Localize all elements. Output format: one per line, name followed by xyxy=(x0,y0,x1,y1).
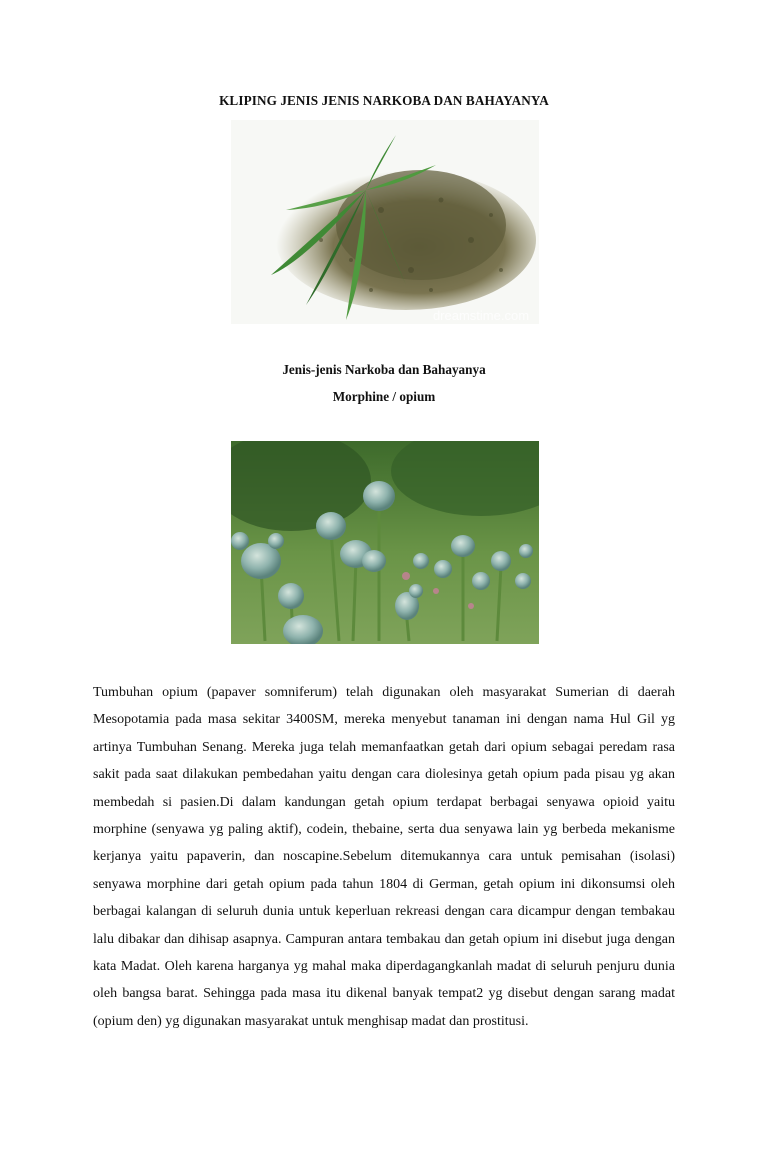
body-paragraph-text: Tumbuhan opium (papaver somniferum) telah digunakan oleh masyarakat Sumerian di daerah Mesopotamia pada masa sekitar 3400SM, mereka menyebut tanaman ini dengan nama Hul Gil yg artinya Tumbuhan Senang. Mereka juga telah memanfaatkan getah dari opium sebagai peredam rasa sakit pada saat dilakukan pembedahan yaitu dengan cara diolesinya getah opium pada pisau yg akan membedah si pasien.Di dalam kandungan getah opium terdapat berbagai senyawa opioid yaitu morphine (senyawa yg paling aktif), codein, thebaine, serta dua senyawa lain yg berbeda mekanisme kerjanya yaitu papaverin, dan noscapine.Sebelum ditemukannya cara untuk pemisahan (isolasi) senyawa morphine dari getah opium pada tahun 1804 di German, getah opium ini dikonsumsi oleh berbagai kalangan di seluruh dunia untuk keperluan rekreasi dengan cara dicampur dengan tembakau lalu dibakar dan dihisap asapnya. Campuran antara tembakau dan getah opium ini disebut juga dengan kata Madat. Oleh karena harganya yg mahal maka diperdagangkanlah madat di seluruh penjuru dunia oleh bangsa barat. Sehingga pada masa itu dikenal banyak tempat2 yg disebut dengan sarang madat (opium den) yg digunakan masyarakat untuk menghisap madat dan prostitusi. xyxy=(93,685,675,1029)
cannabis-leaf-icon xyxy=(231,120,539,324)
body-paragraph xyxy=(93,679,675,1035)
subheading: Morphine / opium xyxy=(332,389,436,404)
section-heading: Jenis-jenis Narkoba dan Bahayanya xyxy=(282,362,486,377)
cannabis-photo xyxy=(231,120,539,324)
poppy-photo xyxy=(231,441,539,644)
watermark: dreamstime.com xyxy=(432,308,530,323)
page-title: KLIPING JENIS JENIS NARKOBA DAN BAHAYANYA xyxy=(219,93,549,108)
poppy-field-icon xyxy=(231,441,539,644)
